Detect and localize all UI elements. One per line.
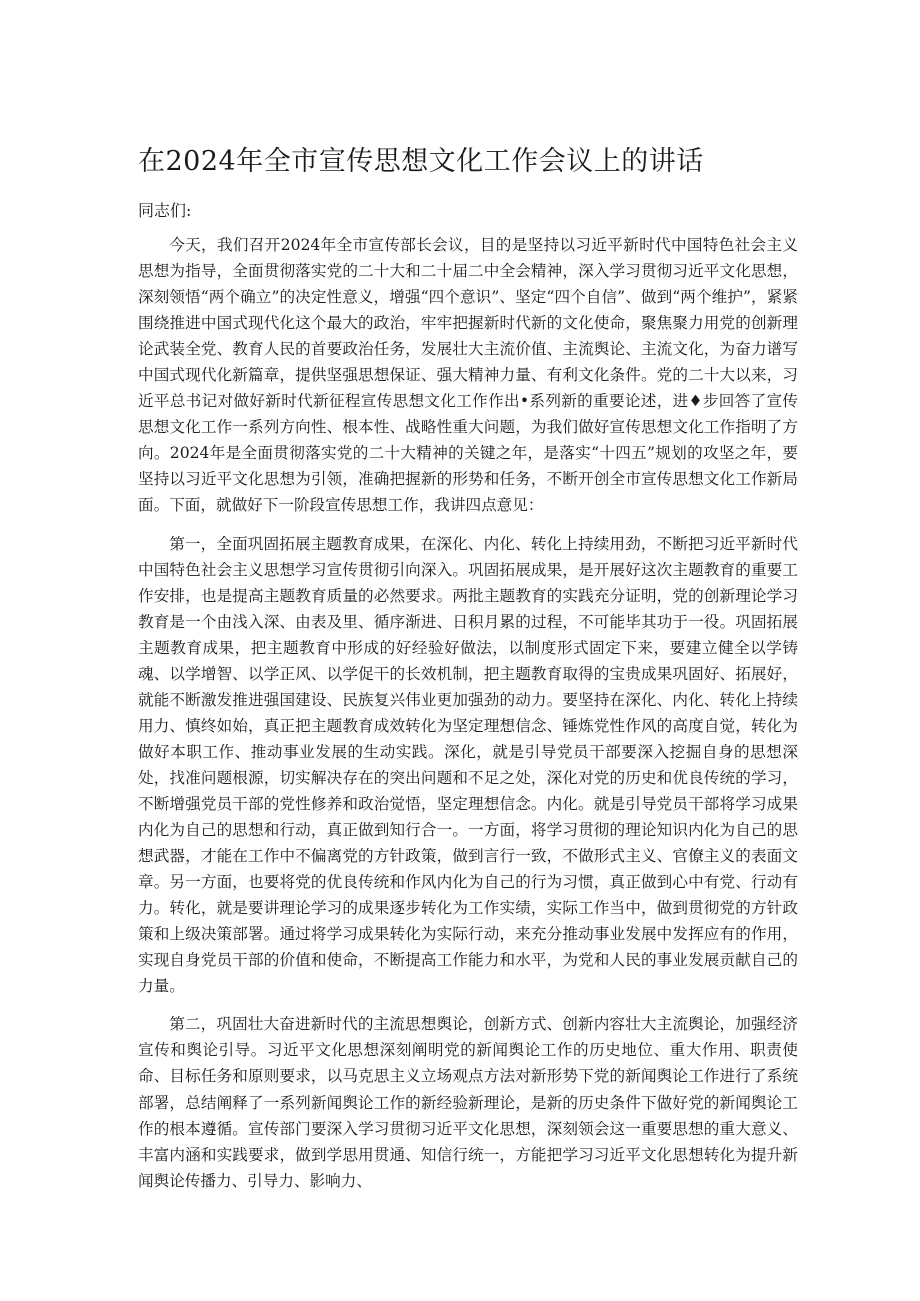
document-body xyxy=(138,232,798,1206)
document-title: 在2024年全市宣传思想文化工作会议上的讲话 xyxy=(138,146,704,177)
salutation: 同志们: xyxy=(138,201,192,220)
paragraph-second-point: 第二，巩固壮大奋进新时代的主流思想舆论，创新方式、创新内容壮大主流舆论，加强经济宣传和舆论引导。习近平文化思想深刻阐明党的新闻舆论工作的历史地位、重大作用、职责使命、目标任务和原则要求，以马克思主义立场观点方法对新形势下党的新闻舆论工作进行了系统部署，总结阐释了一系列新闻舆论工作的新经验新理论，是新的历史条件下做好党的新闻舆论工作的根本遵循。宣传部门要深入学习贯彻习近平文化思想，深刻领会这一重要思想的重大意义、丰富内涵和实践要求，做到学思用贯通、知信行统一，方能把学习习近平文化思想转化为提升新闻舆论传播力、引导力、影响力、 xyxy=(138,1015,798,1190)
paragraph-first-point: 第一，全面巩固拓展主题教育成果，在深化、内化、转化上持续用劲，不断把习近平新时代中国特色社会主义思想学习宣传贯彻引向深入。巩固拓展成果，是开展好这次主题教育的重要工作安排，也是提高主题教育质量的必然要求。两批主题教育的实践充分证明，党的创新理论学习教育是一个由浅入深、由表及里、循序渐进、日积月累的过程，不可能毕其功于一役。巩固拓展主题教育成果，把主题教育中形成的好经验好做法，以制度形式固定下来，要建立健全以学铸魂、以学增智、以学正风、以学促干的长效机制，把主题教育取得的宝贵成果巩固好、拓展好，就能不断激发推进强国建设、民族复兴伟业更加强劲的动力。要坚持在深化、内化、转化上持续用力、慎终如始，真正把主题教育成效转化为坚定理想信念、锤炼党性作风的高度自觉，转化为做好本职工作、推动事业发展的生动实践。深化，就是引导党员干部要深入挖掘自身的思想深处，找准问题根源，切实解决存在的突出问题和不足之处，深化对党的历史和优良传统的学习，不断增强党员干部的党性修养和政治觉悟，坚定理想信念。内化。就是引导党员干部将学习成果内化为自己的思想和行动，真正做到知行合一。一方面，将学习贯彻的理论知识内化为自己的思想武器，才能在工作中不偏离党的方针政策，做到言行一致，不做形式主义、官僚主义的表面文章。另一方面，也要将党的优良传统和作风内化为自己的行为习惯，真正做到心中有党、行动有力。转化，就是要讲理论学习的成果逐步转化为工作实绩，实际工作当中，做到贯彻党的方针政策和上级决策部署。通过将学习成果转化为实际行动，来充分推动事业发展中发挥应有的作用，实现自身党员干部的价值和使命，不断提高工作能力和水平，为党和人民的事业发展贡献自己的力量。 xyxy=(138,534,798,996)
paragraph-opening: 今天，我们召开2024年全市宣传部长会议，目的是坚持以习近平新时代中国特色社会主义思想为指导，全面贯彻落实党的二十大和二十届二中全会精神，深入学习贯彻习近平文化思想，深刻领悟“两个确立”的决定性意义，增强“四个意识”、坚定“四个自信”、做到“两个维护”，紧紧围绕推进中国式现代化这个最大的政治，牢牢把握新时代新的文化使命，聚焦聚力用党的创新理论武装全党、教育人民的首要政治任务，发展壮大主流价值、主流舆论、主流文化，为奋力谱写中国式现代化新篇章，提供坚强思想保证、强大精神力量、有利文化条件。党的二十大以来，习近平总书记对做好新时代新征程宣传思想文化工作作出•系列新的重要论述，进♦步回答了宣传思想文化工作一系列方向性、根本性、战略性重大问题，为我们做好宣传思想文化工作指明了方向。2024年是全面贯彻落实党的二十大精神的关键之年，是落实“十四五”规划的攻坚之年，要坚持以习近平文化思想为引领，准确把握新的形势和任务，不断开创全市宣传思想文化工作新局面。下面，就做好下一阶段宣传思想工作，我讲四点意见： xyxy=(138,236,798,515)
